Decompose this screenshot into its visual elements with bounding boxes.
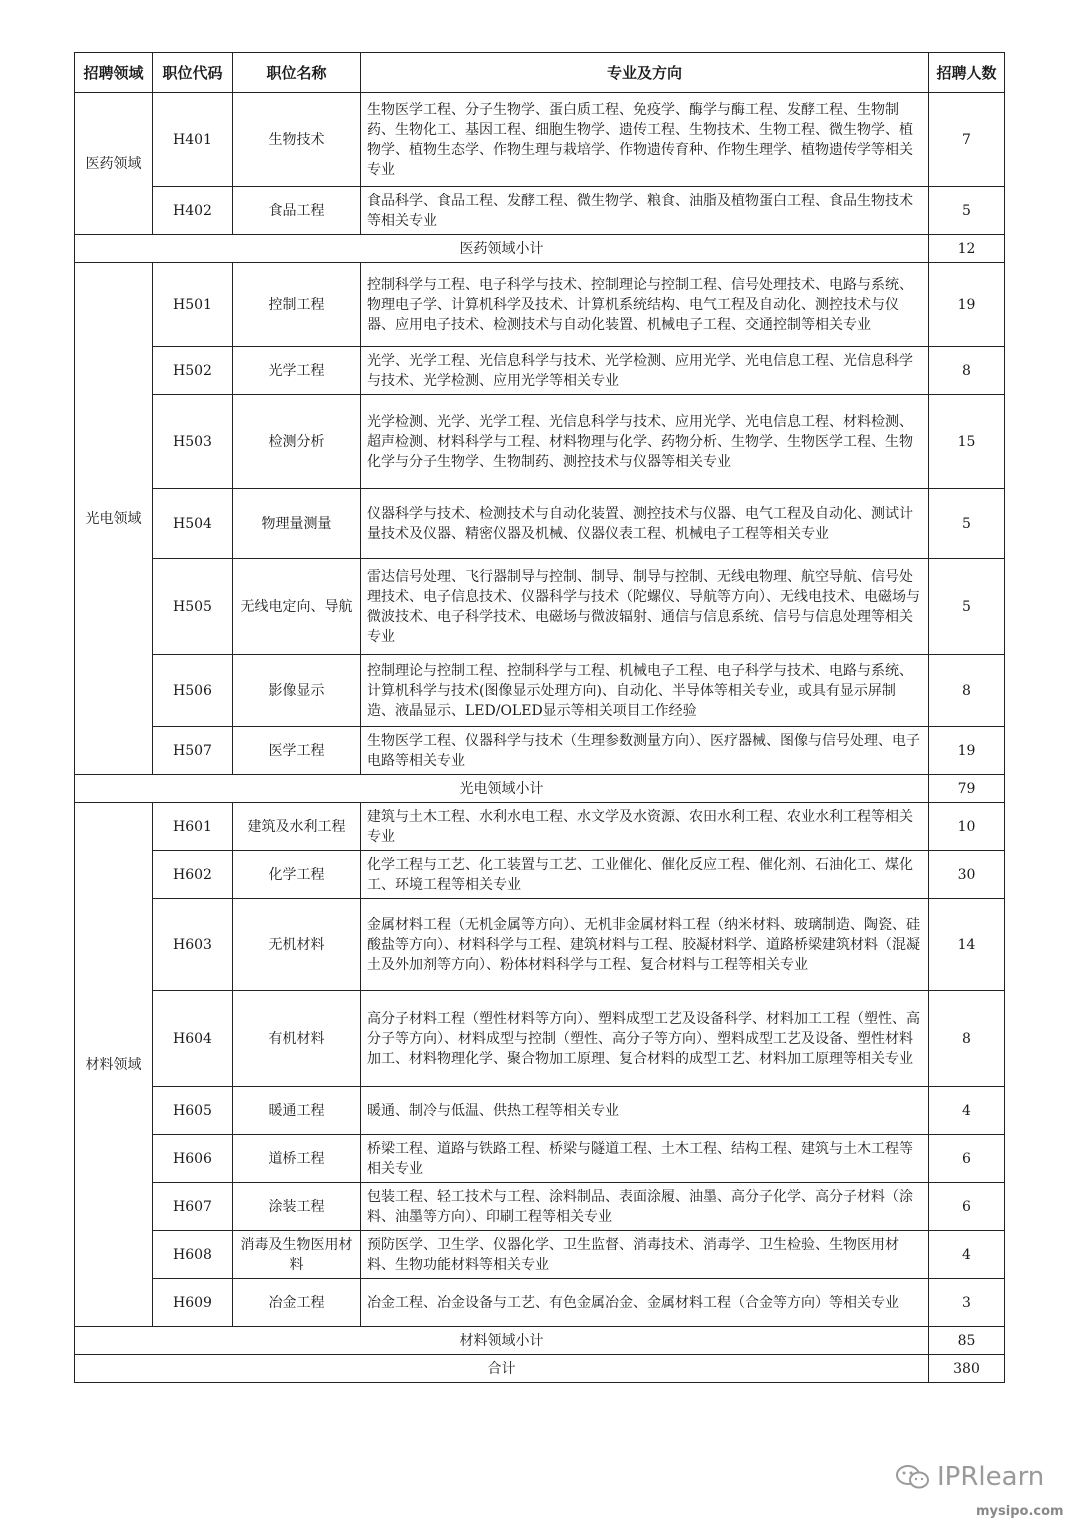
table-row [75, 395, 1005, 489]
position-code: H602 [153, 851, 233, 899]
position-code: H502 [153, 347, 233, 395]
table-row [75, 991, 1005, 1087]
position-code: H607 [153, 1183, 233, 1231]
subtotal-count: 79 [929, 775, 1005, 803]
total-count: 380 [929, 1355, 1005, 1383]
headcount: 5 [929, 187, 1005, 235]
table-row [75, 263, 1005, 347]
position-code: H609 [153, 1279, 233, 1327]
position-code: H503 [153, 395, 233, 489]
watermark [895, 1462, 1044, 1492]
majors-cell: 控制理论与控制工程、控制科学与工程、机械电子工程、电子科学与技术、电路与系统、计算机科学与技术(图像显示处理方向)、自动化、半导体等相关专业，或具有显示屏制造、液晶显示、LED/OLED显示等相关项目工作经验 [361, 655, 929, 727]
majors-cell: 暖通、制冷与低温、供热工程等相关专业 [361, 1087, 929, 1135]
table-row [75, 489, 1005, 559]
position-code: H505 [153, 559, 233, 655]
headcount: 10 [929, 803, 1005, 851]
majors-cell: 预防医学、卫生学、仪器化学、卫生监督、消毒技术、消毒学、卫生检验、生物医用材料、生物功能材料等相关专业 [361, 1231, 929, 1279]
position-code: H608 [153, 1231, 233, 1279]
headcount: 4 [929, 1087, 1005, 1135]
watermark-text: IPRlearn [937, 1462, 1045, 1492]
position-name: 检测分析 [233, 395, 361, 489]
majors-cell: 金属材料工程（无机金属等方向）、无机非金属材料工程（纳米材料、玻璃制造、陶瓷、硅酸盐等方向）、材料科学与工程、建筑材料与工程、胶凝材料学、道路桥梁建筑材料（混凝土及外加剂等方向）、粉体材料科学与工程、复合材料与工程等相关专业 [361, 899, 929, 991]
position-name: 物理量测量 [233, 489, 361, 559]
table-body [75, 93, 1005, 1383]
header-code: 职位代码 [153, 53, 233, 93]
position-code: H402 [153, 187, 233, 235]
header-field: 招聘领域 [75, 53, 153, 93]
majors-cell: 食品科学、食品工程、发酵工程、微生物学、粮食、油脂及植物蛋白工程、食品生物技术等相关专业 [361, 187, 929, 235]
table-row [75, 1279, 1005, 1327]
table-row [75, 187, 1005, 235]
site-label: mysipo.com [976, 1504, 1064, 1519]
headcount: 8 [929, 347, 1005, 395]
majors-cell: 光学检测、光学、光学工程、光信息科学与技术、应用光学、光电信息工程、材料检测、超声检测、材料科学与工程、材料物理与化学、药物分析、生物学、生物医学工程、生物化学与分子生物学、生物制药、测控技术与仪器等相关专业 [361, 395, 929, 489]
majors-cell: 高分子材料工程（塑性材料等方向）、塑料成型工艺及设备科学、材料加工工程（塑性、高分子等方向）、材料成型与控制（塑性、高分子等方向）、塑料成型工艺及设备、塑性材料加工、材料物理化学、聚合物加工原理、复合材料的成型工艺、材料加工原理等相关专业 [361, 991, 929, 1087]
headcount: 6 [929, 1135, 1005, 1183]
position-name: 有机材料 [233, 991, 361, 1087]
majors-cell: 桥梁工程、道路与铁路工程、桥梁与隧道工程、土木工程、结构工程、建筑与土木工程等相关专业 [361, 1135, 929, 1183]
table-row [75, 347, 1005, 395]
subtotal-row [75, 1327, 1005, 1355]
table-row [75, 727, 1005, 775]
majors-cell: 光学、光学工程、光信息科学与技术、光学检测、应用光学、光电信息工程、光信息科学与技术、光学检测、应用光学等相关专业 [361, 347, 929, 395]
headcount: 5 [929, 489, 1005, 559]
table-row [75, 559, 1005, 655]
majors-cell: 生物医学工程、分子生物学、蛋白质工程、免疫学、酶学与酶工程、发酵工程、生物制药、生物化工、基因工程、细胞生物学、遗传工程、生物技术、生物工程、微生物学、植物学、植物生态学、作物生理与栽培学、作物遗传育种、作物生理学、植物遗传学等相关专业 [361, 93, 929, 187]
majors-cell: 雷达信号处理、飞行器制导与控制、制导、制导与控制、无线电物理、航空导航、信号处理技术、电子信息技术、仪器科学与技术（陀螺仪、导航等方向）、无线电技术、电磁场与微波技术、电子科学技术、电磁场与微波辐射、通信与信息系统、信号与信息处理等相关专业 [361, 559, 929, 655]
position-name: 影像显示 [233, 655, 361, 727]
headcount: 6 [929, 1183, 1005, 1231]
header-count: 招聘人数 [929, 53, 1005, 93]
majors-cell: 化学工程与工艺、化工装置与工艺、工业催化、催化反应工程、催化剂、石油化工、煤化工、环境工程等相关专业 [361, 851, 929, 899]
table-row [75, 1231, 1005, 1279]
total-row [75, 1355, 1005, 1383]
recruitment-table [74, 52, 1005, 1383]
subtotal-label: 材料领域小计 [75, 1327, 929, 1355]
position-name: 光学工程 [233, 347, 361, 395]
header-row [75, 53, 1005, 93]
position-name: 无机材料 [233, 899, 361, 991]
position-name: 消毒及生物医用材料 [233, 1231, 361, 1279]
header-name: 职位名称 [233, 53, 361, 93]
subtotal-count: 12 [929, 235, 1005, 263]
position-code: H605 [153, 1087, 233, 1135]
position-name: 涂装工程 [233, 1183, 361, 1231]
table-row [75, 1183, 1005, 1231]
majors-cell: 生物医学工程、仪器科学与技术（生理参数测量方向）、医疗器械、图像与信号处理、电子电路等相关专业 [361, 727, 929, 775]
majors-cell: 冶金工程、冶金设备与工艺、有色金属冶金、金属材料工程（合金等方向）等相关专业 [361, 1279, 929, 1327]
subtotal-row [75, 775, 1005, 803]
total-label: 合计 [75, 1355, 929, 1383]
header-majors: 专业及方向 [361, 53, 929, 93]
headcount: 19 [929, 727, 1005, 775]
position-name: 控制工程 [233, 263, 361, 347]
position-code: H504 [153, 489, 233, 559]
headcount: 8 [929, 655, 1005, 727]
table-row [75, 93, 1005, 187]
headcount: 4 [929, 1231, 1005, 1279]
headcount: 8 [929, 991, 1005, 1087]
position-code: H501 [153, 263, 233, 347]
table-row [75, 655, 1005, 727]
majors-cell: 包装工程、轻工技术与工程、涂料制品、表面涂履、油墨、高分子化学、高分子材料（涂料、油墨等方向）、印刷工程等相关专业 [361, 1183, 929, 1231]
table-row [75, 851, 1005, 899]
position-code: H506 [153, 655, 233, 727]
subtotal-row [75, 235, 1005, 263]
table-row [75, 803, 1005, 851]
position-name: 建筑及水利工程 [233, 803, 361, 851]
table-row [75, 1135, 1005, 1183]
position-name: 化学工程 [233, 851, 361, 899]
field-cell: 材料领域 [75, 803, 153, 1327]
wechat-icon [895, 1464, 931, 1490]
position-code: H604 [153, 991, 233, 1087]
position-name: 医学工程 [233, 727, 361, 775]
headcount: 30 [929, 851, 1005, 899]
field-cell: 医药领域 [75, 93, 153, 235]
headcount: 5 [929, 559, 1005, 655]
headcount: 19 [929, 263, 1005, 347]
position-code: H603 [153, 899, 233, 991]
position-name: 冶金工程 [233, 1279, 361, 1327]
position-code: H507 [153, 727, 233, 775]
majors-cell: 控制科学与工程、电子科学与技术、控制理论与控制工程、信号处理技术、电路与系统、物理电子学、计算机科学及技术、计算机系统结构、电气工程及自动化、测控技术与仪器、应用电子技术、检测技术与自动化装置、机械电子工程、交通控制等相关专业 [361, 263, 929, 347]
position-code: H606 [153, 1135, 233, 1183]
headcount: 7 [929, 93, 1005, 187]
position-name: 生物技术 [233, 93, 361, 187]
subtotal-count: 85 [929, 1327, 1005, 1355]
position-name: 无线电定向、导航 [233, 559, 361, 655]
field-cell: 光电领域 [75, 263, 153, 775]
majors-cell: 仪器科学与技术、检测技术与自动化装置、测控技术与仪器、电气工程及自动化、测试计量技术及仪器、精密仪器及机械、仪器仪表工程、机械电子工程等相关专业 [361, 489, 929, 559]
position-code: H601 [153, 803, 233, 851]
position-name: 道桥工程 [233, 1135, 361, 1183]
subtotal-label: 医药领域小计 [75, 235, 929, 263]
headcount: 3 [929, 1279, 1005, 1327]
position-name: 暖通工程 [233, 1087, 361, 1135]
majors-cell: 建筑与土木工程、水利水电工程、水文学及水资源、农田水利工程、农业水利工程等相关专业 [361, 803, 929, 851]
table-row [75, 899, 1005, 991]
headcount: 15 [929, 395, 1005, 489]
table-row [75, 1087, 1005, 1135]
position-name: 食品工程 [233, 187, 361, 235]
position-code: H401 [153, 93, 233, 187]
headcount: 14 [929, 899, 1005, 991]
subtotal-label: 光电领域小计 [75, 775, 929, 803]
